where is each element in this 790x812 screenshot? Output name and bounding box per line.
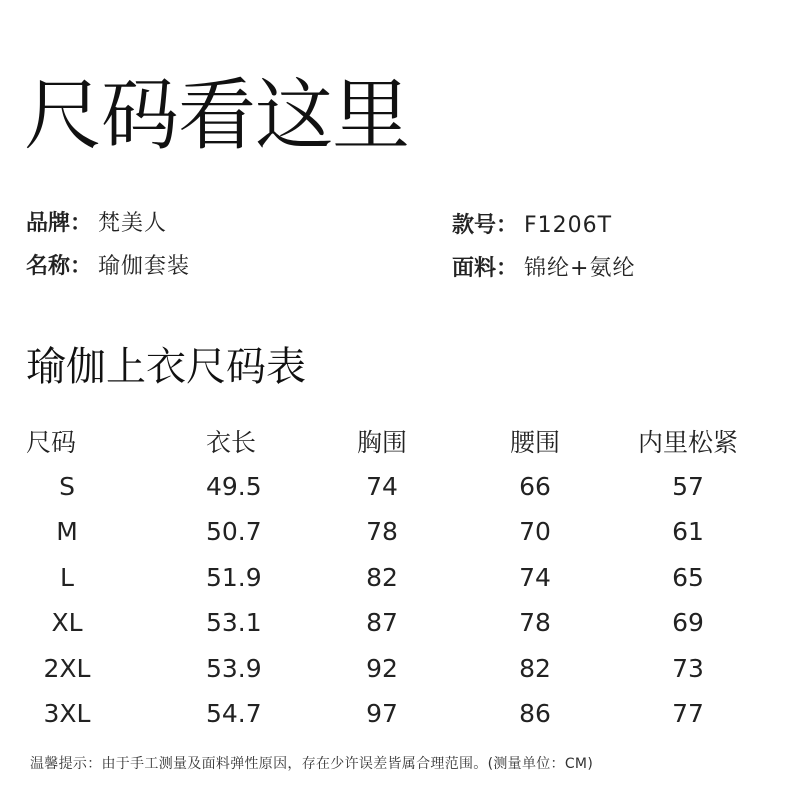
cell-size: 2XL [43,653,91,683]
fabric-label: 面料： [452,256,519,281]
brand-value: 梵美人 [98,211,168,236]
brand-info [26,209,167,239]
cell-chest: 87 [366,608,398,638]
model-value: F1206T [524,213,613,238]
table-row [0,555,790,601]
cell-waist: 70 [519,517,551,547]
measurement-note: 温馨提示：由于手工测量及面料弹性原因，存在少许误差皆属合理范围。(测量单位：CM) [30,756,594,772]
model-info [452,211,612,241]
cell-length: 51.9 [206,562,262,592]
size-table [0,418,790,737]
name-label: 名称： [26,254,93,279]
cell-waist: 66 [519,471,551,501]
header-waist: 腰围 [509,427,560,457]
name-info [26,252,190,282]
cell-chest: 92 [366,653,398,683]
cell-inner: 61 [672,517,704,547]
table-row [0,464,790,510]
cell-chest: 82 [366,562,398,592]
cell-length: 50.7 [206,517,262,547]
header-size: 尺码 [26,427,77,457]
table-row [0,691,790,737]
table-header-row [0,418,790,464]
cell-length: 54.7 [206,699,262,729]
cell-chest: 74 [366,471,398,501]
cell-chest: 97 [366,699,398,729]
cell-waist: 82 [519,653,551,683]
header-length: 衣长 [206,427,257,457]
cell-size: L [60,562,74,592]
cell-waist: 74 [519,562,551,592]
cell-waist: 78 [519,608,551,638]
cell-inner: 57 [672,471,704,501]
fabric-info [452,254,635,284]
brand-label: 品牌： [26,211,93,236]
model-label: 款号： [452,213,519,238]
cell-inner: 77 [672,699,704,729]
fabric-value: 锦纶+氨纶 [524,256,636,281]
cell-size: 3XL [43,699,91,729]
table-row [0,600,790,646]
cell-inner: 65 [672,562,704,592]
cell-length: 53.9 [206,653,262,683]
cell-length: 53.1 [206,608,262,638]
cell-inner: 73 [672,653,704,683]
table-row [0,509,790,555]
page-title: 尺码看这里 [24,71,410,161]
cell-inner: 69 [672,608,704,638]
table-row [0,646,790,692]
cell-size: XL [51,608,83,638]
table-title: 瑜伽上衣尺码表 [26,344,306,390]
cell-size: M [56,517,78,547]
name-value: 瑜伽套装 [98,254,191,279]
header-inner-elastic: 内里松紧 [638,427,739,457]
cell-size: S [59,471,75,501]
cell-waist: 86 [519,699,551,729]
cell-chest: 78 [366,517,398,547]
cell-length: 49.5 [206,471,262,501]
header-chest: 胸围 [356,427,407,457]
